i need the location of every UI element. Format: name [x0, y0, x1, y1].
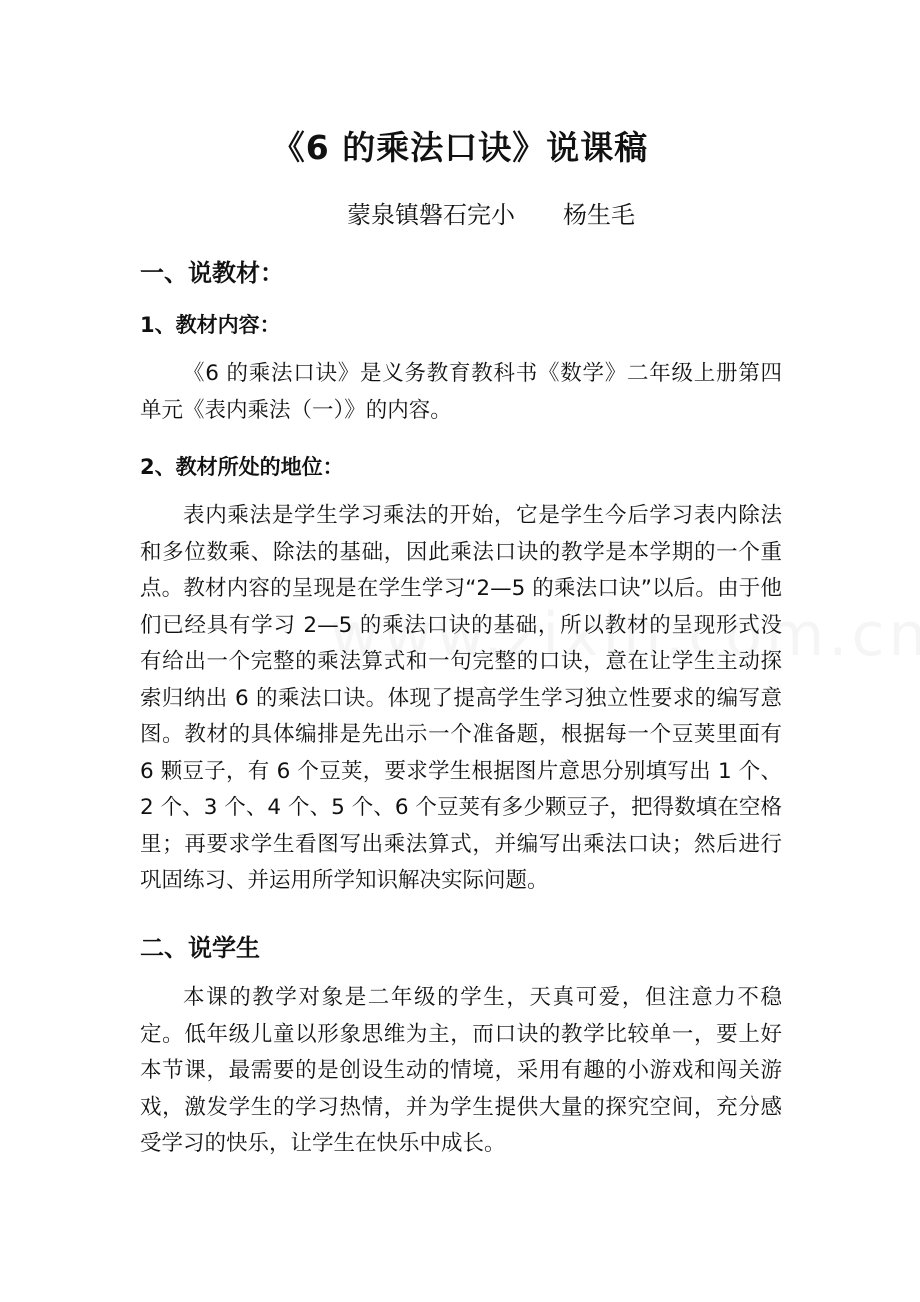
paragraph-content: 《6 的乘法口诀》是义务教育教科书《数学》二年级上册第四单元《表内乘法（一）》的内容。 — [140, 361, 782, 423]
paragraph-position: 表内乘法是学生学习乘法的开始，它是学生今后学习表内除法和多位数乘、除法的基础，因此乘法口诀的教学是本学期的一个重点。教材内容的呈现是在学生学习“2—5 的乘法口诀”以后。由于他们已经具有学习 2—5 的乘法口诀的基础，所以教材的呈现形式没有给出一个完整的乘法算式和一句完整的口诀，意在让学生主动探索归纳出 6 的乘法口诀。体现了提高学生学习独立性要求的编写意图。教材的具体编排是先出示一个准备题，根据每一个豆荚里面有 6 颗豆子，有 6 个豆荚，要求学生根据图片意思分别填写出 1 个、2 个、3 个、4 个、5 个、6 个豆荚有多少颗豆子，把得数填在空格里；再要求学生看图写出乘法算式，并编写出乘法口诀；然后进行巩固练习、并运用所学知识解决实际问题。 — [140, 503, 782, 893]
subheading-position: 2、教材所处的地位： — [140, 455, 344, 479]
paragraph-students: 本课的教学对象是二年级的学生，天真可爱，但注意力不稳定。低年级儿童以形象思维为主，而口诀的教学比较单一，要上好本节课，最需要的是创设生动的情境，采用有趣的小游戏和闯关游戏，激发学生的学习热情，并为学生提供大量的探究空间，充分感受学习的快乐，让学生在快乐中成长。 — [140, 985, 782, 1156]
subheading-content: 1、教材内容： — [140, 313, 281, 337]
section-heading-textbook: 一、说教材： — [140, 259, 284, 287]
author-line: 蒙泉镇磐石完小 杨生毛 — [347, 201, 635, 229]
page-title: 《6 的乘法口诀》说课稿 — [271, 128, 649, 167]
section-heading-students: 二、说学生 — [140, 934, 260, 962]
